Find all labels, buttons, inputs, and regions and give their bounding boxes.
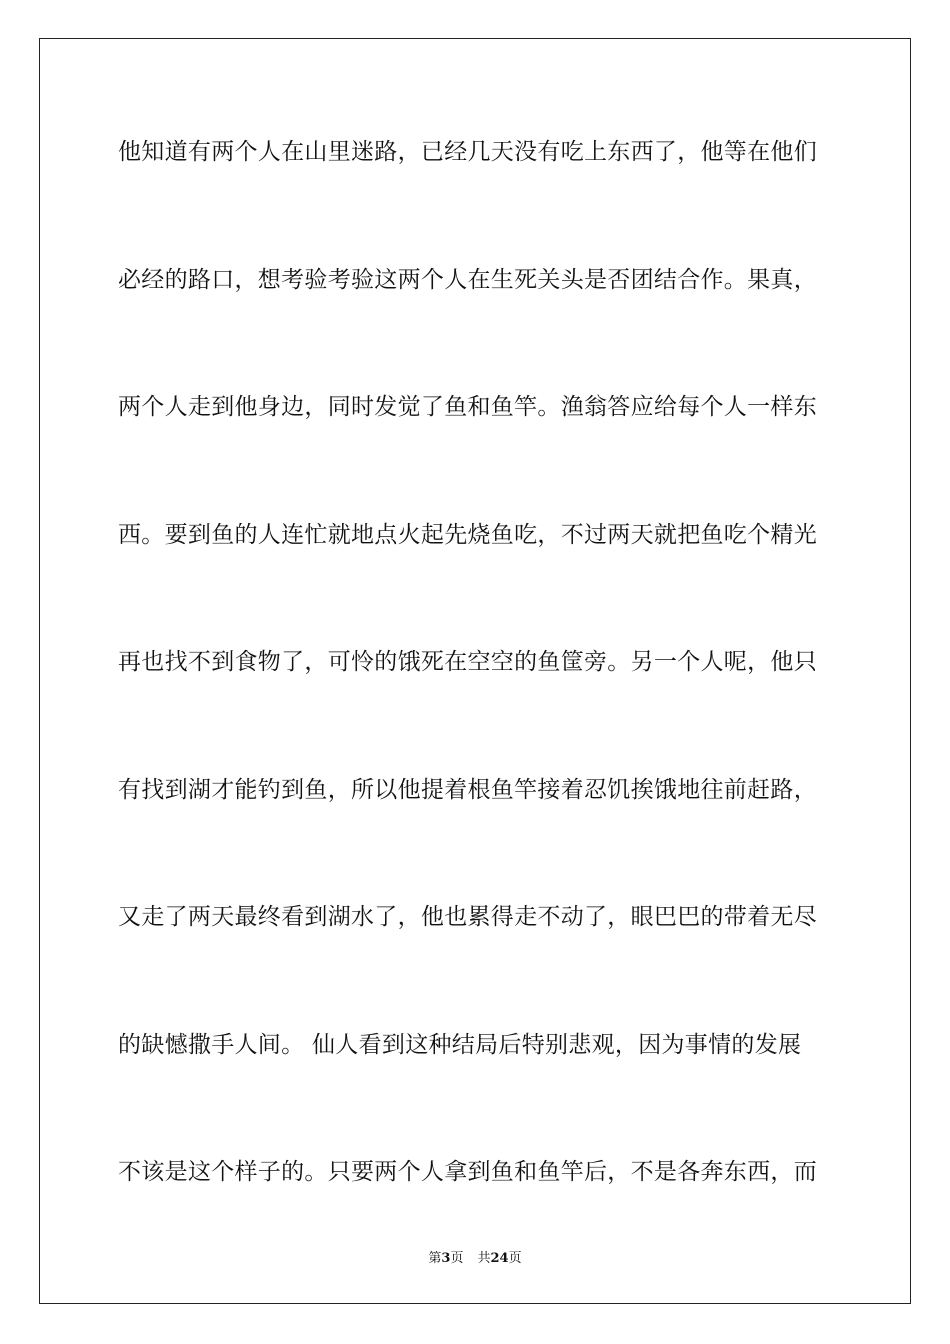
page-suffix: 页: [450, 1251, 464, 1266]
text-line: 有找到湖才能钓到鱼，所以他提着根鱼竿接着忍饥挨饿地往前赶路，: [118, 776, 817, 803]
text-line: 又走了两天最终看到湖水了，他也累得走不动了，眼巴巴的带着无尽: [118, 904, 817, 930]
text-line: 他知道有两个人在山里迷路，已经几天没有吃上东西了，他等在他们: [118, 139, 817, 165]
text-line: 不该是这个样子的。只要两个人拿到鱼和鱼竿后，不是各奔东西，而: [118, 1159, 817, 1185]
total-pages: 24: [490, 1251, 509, 1266]
text-line: 必经的路口，想考验考验这两个人在生死关头是否团结合作。果真，: [118, 266, 817, 293]
page-number: 3: [441, 1251, 451, 1266]
page-prefix: 第: [428, 1251, 442, 1266]
text-line: 西。要到鱼的人连忙就地点火起先烧鱼吃，不过两天就把鱼吃个精光: [118, 521, 817, 548]
body-text: [118, 124, 838, 1272]
text-line: 两个人走到他身边，同时发觉了鱼和鱼竿。渔翁答应给每个人一样东: [118, 394, 817, 420]
text-line: 的缺憾撒手人间。 仙人看到这种结局后特别悲观，因为事情的发展: [118, 1031, 802, 1058]
page-footer: [0, 1247, 950, 1266]
total-prefix: 共: [477, 1251, 491, 1266]
total-suffix: 页: [508, 1251, 522, 1266]
text-line: 再也找不到食物了，可怜的饿死在空空的鱼筐旁。另一个人呢，他只: [118, 649, 817, 675]
